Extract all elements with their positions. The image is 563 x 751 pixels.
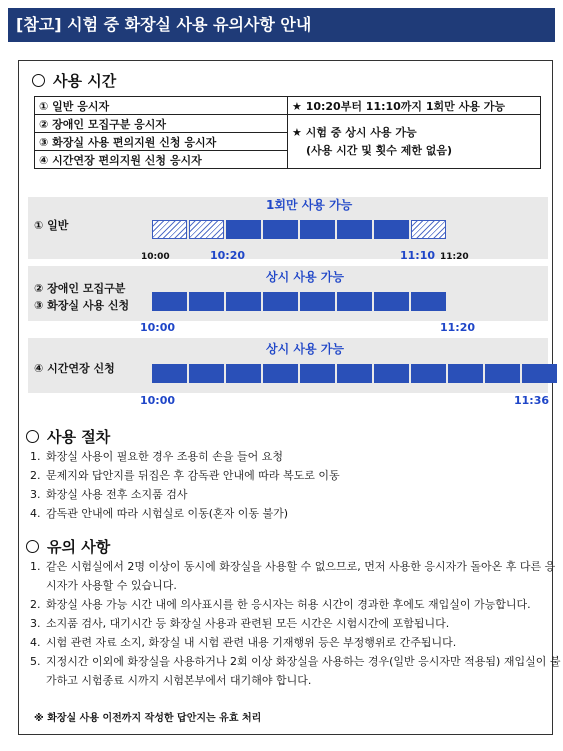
- time-slot-allowed: [411, 292, 446, 311]
- page-header: [8, 8, 555, 42]
- time-slot-allowed: [374, 364, 409, 383]
- section-heading-time: 사용 시간: [32, 70, 116, 91]
- footnote: ※ 화장실 사용 이전까지 작성한 답안지는 유효 처리: [34, 713, 262, 724]
- timeline-bar-always: [152, 292, 448, 311]
- timeline-label: ① 일반: [34, 219, 69, 232]
- time-slot-allowed: [300, 364, 335, 383]
- list-item: 4. 시험 관련 자료 소지, 화장실 내 시험 관련 내용 기재행위 등은 부정행위로 간주됩니다.: [44, 633, 563, 652]
- list-item: 2. 화장실 사용 가능 시간 내에 의사표시를 한 응시자는 허용 시간이 경과한 후에도 재입실이 가능합니다.: [44, 595, 563, 614]
- timeline-caption: 1회만 사용 가능: [266, 198, 353, 212]
- time-slot-allowed: [263, 364, 298, 383]
- time-slot-restricted: [411, 220, 446, 239]
- tick-label: 11:10: [400, 249, 436, 262]
- time-slot-allowed: [189, 364, 224, 383]
- tick-label: 11:36: [514, 394, 550, 407]
- list-item: 3. 소지품 검사, 대기시간 등 화장실 사용과 관련된 모든 시간은 시험시간에 포함됩니다.: [44, 614, 563, 633]
- time-slot-allowed: [189, 292, 224, 311]
- time-slot-allowed: [226, 220, 261, 239]
- time-slot-allowed: [448, 364, 483, 383]
- time-slot-allowed: [374, 220, 409, 239]
- circle-bullet-icon: [32, 74, 45, 87]
- time-slot-allowed: [337, 292, 372, 311]
- time-slot-allowed: [374, 292, 409, 311]
- time-slot-restricted: [152, 220, 187, 239]
- page-title: [참고] 시험 중 화장실 사용 유의사항 안내: [16, 15, 312, 34]
- time-slot-allowed: [411, 364, 446, 383]
- caution-list: [28, 557, 563, 690]
- section-heading-procedure: 사용 절차: [26, 426, 110, 447]
- table-row-disabled: ② 장애인 모집구분 응시자: [35, 115, 288, 133]
- circle-bullet-icon: [26, 540, 39, 553]
- time-slot-allowed: [300, 292, 335, 311]
- list-item: 2. 문제지와 답안지를 뒤집은 후 감독관 안내에 따라 복도로 이동: [44, 466, 563, 485]
- list-item: 1. 화장실 사용이 필요한 경우 조용히 손을 들어 요청: [44, 447, 563, 466]
- timeline-caption: 상시 사용 가능: [266, 270, 344, 284]
- time-slot-allowed: [337, 364, 372, 383]
- table-row-general: ① 일반 응시자: [35, 97, 288, 115]
- time-slot-allowed: [152, 364, 187, 383]
- section-heading-caution: 유의 사항: [26, 536, 110, 557]
- time-slot-allowed: [263, 220, 298, 239]
- timeline-bar-general: [152, 220, 448, 239]
- usage-time-table: [34, 96, 541, 169]
- tick-label: 10:00: [140, 321, 176, 334]
- tick-label: 11:20: [440, 252, 469, 262]
- time-slot-allowed: [152, 292, 187, 311]
- list-item: 4. 감독관 안내에 따라 시험실로 이동(혼자 이동 불가): [44, 504, 563, 523]
- time-slot-allowed: [226, 364, 261, 383]
- time-slot-allowed: [226, 292, 261, 311]
- tick-label: 10:00: [140, 394, 176, 407]
- time-slot-restricted: [189, 220, 224, 239]
- always-rule-cell: ★ 시험 중 상시 사용 가능 (사용 시간 및 횟수 제한 없음): [288, 115, 541, 169]
- table-row-extended-time: ④ 시간연장 편의지원 신청 응시자: [35, 151, 288, 169]
- timeline-caption: 상시 사용 가능: [266, 342, 344, 356]
- table-row-restroom-support: ③ 화장실 사용 편의지원 신청 응시자: [35, 133, 288, 151]
- general-rule-cell: ★ 10:20부터 11:10까지 1회만 사용 가능: [288, 97, 541, 115]
- list-item: 5. 지정시간 이외에 화장실을 사용하거나 2회 이상 화장실을 사용하는 경우(일반 응시자만 적용됨) 재입실이 불가하고 시험종료 시까지 시험본부에서 대기해야 합니다.: [44, 652, 563, 690]
- procedure-list: [28, 447, 563, 523]
- timeline-label: ③ 화장실 사용 신청: [34, 299, 130, 312]
- timeline-label: ④ 시간연장 신청: [34, 362, 115, 375]
- timeline-label: ② 장애인 모집구분: [34, 282, 126, 295]
- tick-label: 11:20: [440, 321, 476, 334]
- time-slot-allowed: [300, 220, 335, 239]
- timeline-bar-extended: [152, 364, 559, 383]
- list-item: 1. 같은 시험실에서 2명 이상이 동시에 화장실을 사용할 수 없으므로, 먼저 사용한 응시자가 돌아온 후 다른 응시자가 사용할 수 있습니다.: [44, 557, 563, 595]
- list-item: 3. 화장실 사용 전후 소지품 검사: [44, 485, 563, 504]
- tick-label: 10:00: [141, 252, 170, 262]
- tick-label: 10:20: [210, 249, 246, 262]
- time-slot-allowed: [263, 292, 298, 311]
- circle-bullet-icon: [26, 430, 39, 443]
- time-slot-allowed: [337, 220, 372, 239]
- time-slot-allowed: [485, 364, 520, 383]
- time-slot-allowed: [522, 364, 557, 383]
